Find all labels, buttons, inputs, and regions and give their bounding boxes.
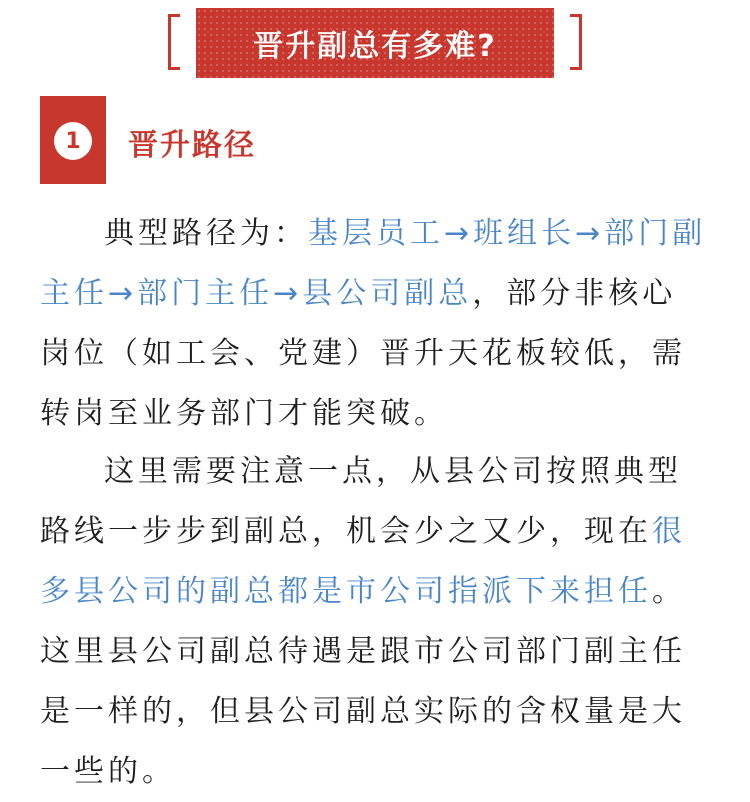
paragraph2-prefix: 这里需要注意一点，从县公司按照典型路线一步步到副总，机会少之又少，现在 bbox=[40, 454, 682, 549]
paragraph2-suffix: 。这里县公司副总待遇是跟市公司部门副主任是一样的，但县公司副总实际的含权量是大一些的。 bbox=[40, 574, 686, 789]
paragraph-promotion-path bbox=[40, 204, 710, 444]
section-title: 晋升路径 bbox=[128, 128, 256, 163]
section-header bbox=[40, 96, 340, 184]
paragraph-note bbox=[40, 442, 710, 802]
right-bracket bbox=[570, 14, 582, 70]
banner-title: 晋升副总有多难? bbox=[253, 29, 497, 64]
paragraph1-suffix: ，部分非核心岗位（如工会、党建）晋升天花板较低，需转岗至业务部门才能突破。 bbox=[40, 276, 686, 431]
section-number-block bbox=[40, 96, 106, 184]
left-bracket bbox=[168, 14, 180, 70]
paragraph1-prefix: 典型路径为： bbox=[104, 216, 308, 251]
appointment-highlight: 很多县公司的副总都是市公司指派下来担任 bbox=[40, 514, 686, 609]
promotion-path-highlight: 基层员工→班组长→部门副主任→部门主任→县公司副总 bbox=[40, 216, 707, 311]
title-box bbox=[196, 8, 554, 78]
title-banner bbox=[168, 8, 582, 78]
section-number: 1 bbox=[54, 122, 92, 160]
